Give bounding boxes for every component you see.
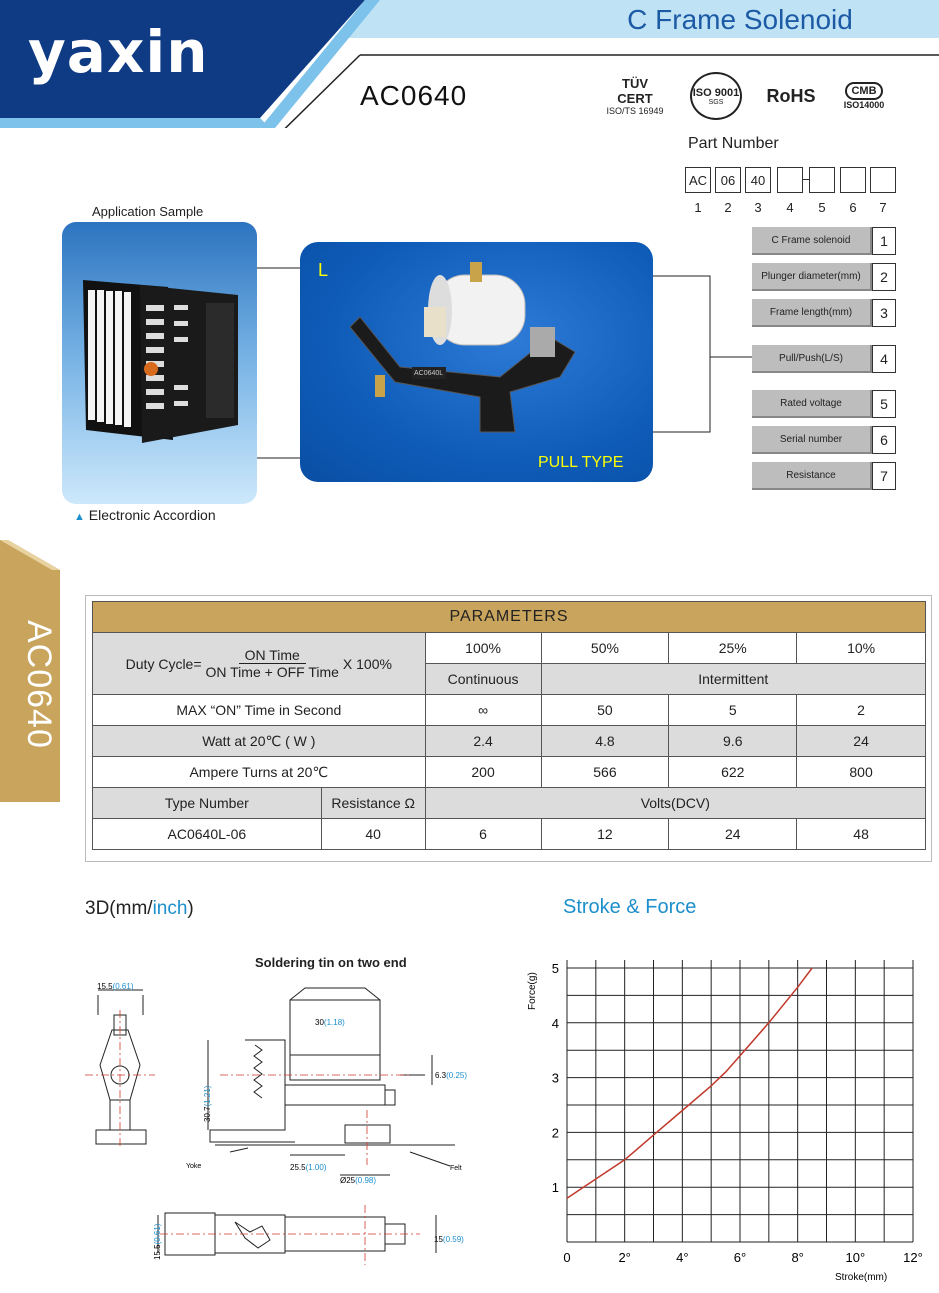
part-index-5: 5 xyxy=(818,200,826,215)
part-index-2: 2 xyxy=(724,200,732,215)
legend-label-4: Pull/Push(L/S) xyxy=(752,345,872,373)
chart-x-ticks xyxy=(563,1250,922,1265)
dim-15-5: 15.5(0.61) xyxy=(97,982,134,991)
x-tick-label: 2° xyxy=(618,1250,631,1265)
product-letter: L xyxy=(318,260,329,280)
product-engraving: AC0640L xyxy=(414,370,444,377)
cell: 6 xyxy=(425,819,541,850)
part-box-1: AC xyxy=(685,167,711,193)
solenoid-icon xyxy=(340,257,600,457)
cell: 4.8 xyxy=(541,726,669,757)
resistance-value: 40 xyxy=(321,819,425,850)
y-tick-label: 1 xyxy=(551,1180,559,1196)
duty-cycle-formula xyxy=(93,633,426,695)
duty-100: 100% xyxy=(425,633,541,664)
drawing-title-unit: inch xyxy=(152,898,188,919)
legend-num-6: 6 xyxy=(872,426,896,454)
drawing-title xyxy=(85,898,194,920)
part-index-4: 4 xyxy=(786,200,794,215)
cell: 200 xyxy=(425,757,541,788)
stroke-force-chart xyxy=(515,940,935,1285)
legend-label-7: Resistance xyxy=(752,462,872,490)
duty-10: 10% xyxy=(797,633,926,664)
side-tab-label: AC0640 xyxy=(20,620,58,749)
cell: 622 xyxy=(669,757,797,788)
x-tick-label: 6° xyxy=(733,1250,747,1265)
legend-label-5: Rated voltage xyxy=(752,390,872,418)
dim-30: 30(1.18) xyxy=(315,1018,345,1027)
duty-numerator: ON Time xyxy=(239,647,306,664)
intermittent-label: Intermittent xyxy=(541,664,925,695)
dimension-drawing xyxy=(0,970,520,1293)
dim-25-5: 25.5(1.00) xyxy=(290,1163,327,1172)
y-tick-label: 2 xyxy=(551,1125,559,1141)
parameters-table xyxy=(92,601,926,850)
duty-denominator: ON Time + OFF Time xyxy=(205,664,339,680)
part-index-3: 3 xyxy=(754,200,762,215)
x-tick-label: 8° xyxy=(791,1250,804,1265)
felt-label: Felt xyxy=(450,1165,462,1172)
volts-header: Volts(DCV) xyxy=(425,788,925,819)
cell: 50 xyxy=(541,695,669,726)
cell: 48 xyxy=(797,819,926,850)
legend-num-2: 2 xyxy=(872,263,896,291)
x-tick-label: 12° xyxy=(903,1250,923,1265)
part-index-1: 1 xyxy=(694,200,702,215)
yoke-label: Yoke xyxy=(186,1163,202,1170)
part-number-title: Part Number xyxy=(688,135,779,152)
brand-logo: yaxin xyxy=(28,18,209,86)
row-label-max-on: MAX “ON” Time in Second xyxy=(93,695,426,726)
chart-series xyxy=(567,968,812,1198)
cell: 2.4 xyxy=(425,726,541,757)
cell: 9.6 xyxy=(669,726,797,757)
soldering-note: Soldering tin on two end xyxy=(255,955,407,970)
part-index-7: 7 xyxy=(879,200,887,215)
part-box-3: 40 xyxy=(745,167,771,193)
type-number-value: AC0640L-06 xyxy=(93,819,322,850)
resistance-header: Resistance Ω xyxy=(321,788,425,819)
cell: 24 xyxy=(669,819,797,850)
x-tick-label: 10° xyxy=(845,1250,866,1265)
legend-num-3: 3 xyxy=(872,299,896,327)
y-tick-label: 5 xyxy=(551,961,559,976)
y-tick-label: 4 xyxy=(551,1015,559,1031)
chart-grid xyxy=(567,960,913,1242)
type-number-header: Type Number xyxy=(93,788,322,819)
y-tick-label: 3 xyxy=(551,1070,559,1086)
legend-label-6: Serial number xyxy=(752,426,872,454)
cell: 800 xyxy=(797,757,926,788)
iso9001-logo: ISO 9001 SGS xyxy=(690,72,742,120)
application-caption xyxy=(74,507,216,523)
caption-text: Electronic Accordion xyxy=(88,507,216,523)
page-title: C Frame Solenoid xyxy=(627,4,853,35)
product-photo xyxy=(300,242,653,482)
chart-y-ticks xyxy=(552,961,559,1195)
cell: 12 xyxy=(541,819,669,850)
dim-15: 15(0.59) xyxy=(434,1235,464,1244)
legend-label-1: C Frame solenoid xyxy=(752,227,872,255)
drawing-title-end: ) xyxy=(187,898,194,919)
part-box-2: 06 xyxy=(715,167,741,193)
rohs-logo: RoHS xyxy=(766,85,816,106)
application-sample-label: Application Sample xyxy=(92,204,204,219)
x-tick-label: 0 xyxy=(563,1250,571,1265)
continuous-label: Continuous xyxy=(425,664,541,695)
part-index-6: 6 xyxy=(849,200,857,215)
dim-15-5-side: 15.5(0.61) xyxy=(153,1223,162,1260)
duty-25: 25% xyxy=(669,633,797,664)
dim-30-7: 30.7(1.21) xyxy=(203,1085,212,1122)
series-line xyxy=(567,968,812,1198)
cell: 24 xyxy=(797,726,926,757)
row-label-watt: Watt at 20℃ ( W ) xyxy=(93,726,426,757)
duty-prefix: Duty Cycle= xyxy=(125,655,202,672)
x-tick-label: 4° xyxy=(676,1250,689,1265)
legend-num-1: 1 xyxy=(872,227,896,255)
chart-title: Stroke & Force xyxy=(563,896,697,918)
dim-6-3: 6.3(0.25) xyxy=(435,1071,468,1080)
legend-label-3: Frame length(mm) xyxy=(752,299,872,327)
duty-50: 50% xyxy=(541,633,669,664)
legend-num-4: 4 xyxy=(872,345,896,373)
legend-label-2: Plunger diameter(mm) xyxy=(752,263,872,291)
drawing-title-main: 3D(mm/ xyxy=(85,898,153,919)
cell: 2 xyxy=(797,695,926,726)
accordion-icon xyxy=(78,275,243,450)
cell: 566 xyxy=(541,757,669,788)
pull-type-label: PULL TYPE xyxy=(538,454,624,471)
iso14000-logo: CMB ISO14000 xyxy=(838,72,890,120)
chart-y-label: Force(g) xyxy=(527,972,538,1010)
cell: ∞ xyxy=(425,695,541,726)
tuv-cert-logo: TÜV CERT ISO/TS 16949 xyxy=(606,76,664,116)
cell: 5 xyxy=(669,695,797,726)
accordion-photo xyxy=(62,222,257,504)
triangle-bullet-icon: ▲ xyxy=(74,511,85,523)
model-number: AC0640 xyxy=(360,80,468,111)
dim-25: Ø25(0.98) xyxy=(340,1176,377,1185)
parameters-title: PARAMETERS xyxy=(93,602,926,633)
legend-num-7: 7 xyxy=(872,462,896,490)
chart-x-label: Stroke(mm) xyxy=(835,1272,888,1283)
legend-num-5: 5 xyxy=(872,390,896,418)
row-label-ampere: Ampere Turns at 20℃ xyxy=(93,757,426,788)
duty-suffix: X 100% xyxy=(342,655,392,672)
